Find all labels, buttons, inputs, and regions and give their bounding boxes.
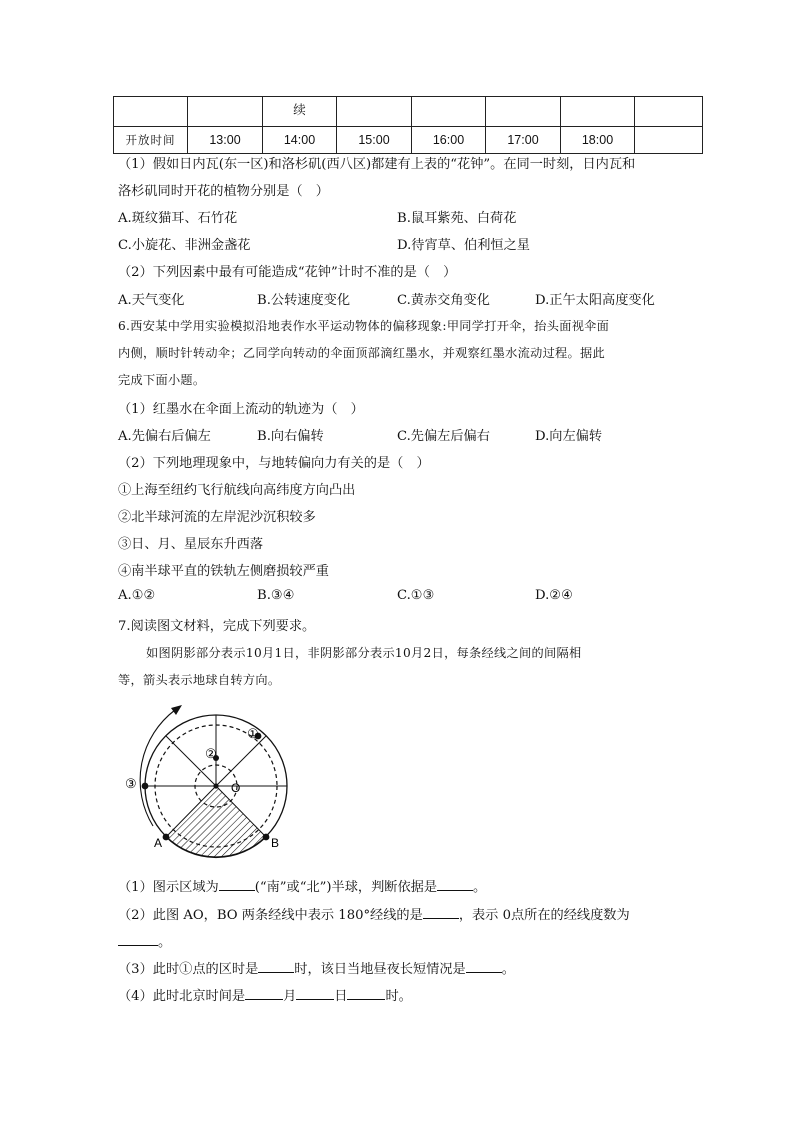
answer-blank[interactable] — [347, 987, 385, 1000]
q7-sub1-part1: （1）图示区域为 — [118, 880, 219, 895]
q7-sub2 — [118, 904, 630, 923]
q5-sub2-option-c: C.黄赤交角变化 — [397, 293, 490, 308]
q6-sub2-option-a: A.①② — [118, 588, 156, 603]
q7-sub2-part3: 。 — [158, 935, 172, 950]
q5-sub1-option-b: B.鼠耳紫苑、白荷花 — [397, 211, 517, 226]
q7-description-line1: 如图阴影部分表示10月1日，非阴影部分表示10月2日，每条经线之间的间隔相 — [146, 646, 582, 660]
q7-sub2-continued — [118, 931, 171, 950]
point-3 — [142, 783, 149, 790]
q7-sub4 — [118, 985, 412, 1004]
q7-sub4-part1: （4）此时北京时间是 — [118, 989, 246, 1004]
q7-sub2-part1: （2）此图 AO，BO 两条经线中表示 180°经线的是 — [118, 908, 423, 923]
q7-sub1 — [118, 876, 486, 895]
q7-sub3-part1: （3）此时①点的区时是 — [118, 962, 259, 977]
shaded-sector — [166, 786, 266, 858]
answer-blank[interactable] — [118, 933, 158, 946]
table-cell — [114, 97, 188, 127]
q5-sub1-line2: 洛杉矶同时开花的植物分别是（ ） — [118, 184, 329, 199]
q7-sub3-part2: 时，该日当地昼夜长短情况是 — [294, 962, 466, 977]
q6-sub1-option-b: B.向右偏转 — [257, 429, 324, 444]
answer-blank[interactable] — [258, 960, 294, 973]
answer-blank[interactable] — [219, 878, 255, 891]
q6-sub1-option-a: A.先偏右后偏左 — [118, 429, 211, 444]
q6-sub2-option-d: D.②④ — [535, 588, 573, 603]
table-cell: 18:00 — [561, 127, 635, 154]
q5-sub2-option-d: D.正午太阳高度变化 — [535, 293, 655, 308]
q6-sub1-option-d: D.向左偏转 — [535, 429, 603, 444]
table-cell: 16:00 — [412, 127, 486, 154]
q5-sub2-option-b: B.公转速度变化 — [257, 293, 351, 308]
q7-sub4-part3: 日 — [334, 989, 348, 1004]
table-cell — [412, 97, 486, 127]
meridian-line — [216, 736, 266, 786]
rotation-arrow-icon — [140, 710, 175, 826]
table-cell: 17:00 — [486, 127, 561, 154]
q7-sub1-part3: 。 — [473, 880, 487, 895]
q6-sub2-option-c: C.①③ — [397, 588, 435, 603]
flower-clock-table — [113, 96, 703, 154]
q6-sub2-option-b: B.③④ — [257, 588, 295, 603]
q6-sub1-option-c: C.先偏左后偏右 — [397, 429, 490, 444]
q5-sub1-option-c: C.小旋花、非洲金盏花 — [118, 238, 251, 253]
table-cell — [561, 97, 635, 127]
q7-sub2-part2: ，表示 0点所在的经线度数为 — [458, 908, 630, 923]
answer-blank[interactable] — [245, 987, 283, 1000]
q6-stem-line2: 内侧，顺时针转动伞；乙同学向转动的伞面顶部滴红墨水，并观察红墨水流动过程。据此 — [118, 346, 606, 360]
table-cell — [486, 97, 561, 127]
table-header-cell: 开放时间 — [114, 127, 188, 154]
q7-sub4-part4: 时。 — [385, 989, 412, 1004]
table-cell — [337, 97, 412, 127]
table-row — [114, 127, 703, 154]
q7-sub3 — [118, 958, 515, 977]
q6-sub2-statement-2: ②北半球河流的左岸泥沙沉积较多 — [118, 510, 316, 525]
label-o: O — [231, 781, 241, 795]
q7-description-line2: 等，箭头表示地球自转方向。 — [118, 673, 281, 687]
q5-sub1-line1: （1）假如日内瓦(东一区)和洛杉矶(西八区)都建有上表的“花钟”。在同一时刻，日内瓦和 — [118, 157, 636, 172]
point-b — [263, 834, 270, 841]
answer-blank[interactable] — [437, 878, 473, 891]
q7-title: 7.阅读图文材料，完成下列要求。 — [118, 619, 316, 634]
q6-stem-line1: 6.西安某中学用实验模拟沿地表作水平运动物体的偏移现象:甲同学打开伞，抬头面视伞面 — [118, 319, 610, 333]
answer-blank[interactable] — [296, 987, 334, 1000]
q6-sub1-stem: （1）红墨水在伞面上流动的轨迹为（ ） — [118, 402, 364, 417]
point-o — [213, 783, 218, 788]
table-cell — [188, 97, 263, 127]
q7-sub1-part2: (“南”或“北”)半球，判断依据是 — [254, 880, 438, 895]
answer-blank[interactable] — [466, 960, 502, 973]
q5-sub2-stem: （2）下列因素中最有可能造成“花钟”计时不准的是（ ） — [118, 265, 457, 280]
label-a: A — [154, 836, 163, 850]
label-1: ① — [247, 726, 259, 741]
answer-blank[interactable] — [423, 906, 459, 919]
table-cell: 续 — [263, 97, 337, 127]
table-row — [114, 97, 703, 127]
q6-sub2-statement-1: ①上海至纽约飞行航线向高纬度方向凸出 — [118, 483, 356, 498]
arrowhead-icon — [171, 705, 182, 715]
table-cell — [635, 97, 703, 127]
q6-stem-line3: 完成下面小题。 — [118, 373, 206, 387]
polar-projection-figure — [120, 696, 320, 864]
q6-sub2-statement-3: ③日、月、星辰东升西落 — [118, 537, 264, 552]
q5-sub1-option-a: A.斑纹猫耳、石竹花 — [118, 211, 238, 226]
table-cell: 13:00 — [188, 127, 263, 154]
meridian-line — [166, 736, 216, 786]
q5-sub1-option-d: D.待宵草、伯利恒之星 — [397, 238, 530, 253]
table-cell: 14:00 — [263, 127, 337, 154]
label-3: ③ — [125, 776, 137, 791]
q6-sub2-stem: （2）下列地理现象中，与地转偏向力有关的是（ ） — [118, 456, 430, 471]
q6-sub2-statement-4: ④南半球平直的铁轨左侧磨损较严重 — [118, 564, 329, 579]
table-cell — [635, 127, 703, 154]
table-cell: 15:00 — [337, 127, 412, 154]
q7-sub3-part3: 。 — [501, 962, 515, 977]
q7-sub4-part2: 月 — [283, 989, 297, 1004]
point-a — [163, 834, 170, 841]
label-2: ② — [205, 746, 217, 761]
label-b: B — [271, 836, 280, 850]
q5-sub2-option-a: A.天气变化 — [118, 293, 185, 308]
